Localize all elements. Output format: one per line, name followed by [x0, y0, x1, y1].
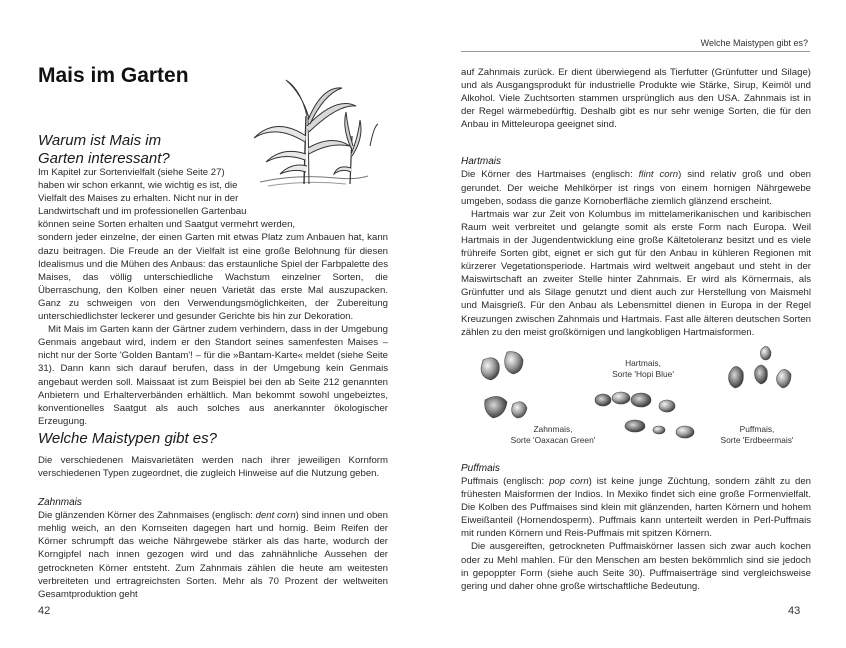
subheading-hartmais: Hartmais: [461, 156, 502, 168]
paragraph-zahnmais: Die glänzenden Körner des Zahnmaises (englisch: dent corn) sind innen und oben mehlig weich, an den Kornseiten dagegen hart und hornig. Beim Reifen der Körner schrumpft das weiche Nährgewebe stärker als das harte, wodurch der Korngipfel nach innen gezogen wird und das zahnähnliche Aussehen der getrockneten Körner entsteht. Zum Zahnmais zählen die heute am weitesten verbreiteten und ertragreichsten Sorten. Mehr als 70 Prozent der weltweiten Gesamtproduktion geht: [38, 510, 388, 600]
section-heading-maistypen: Welche Maistypen gibt es?: [38, 430, 217, 447]
running-header: Welche Maistypen gibt es?: [700, 38, 808, 48]
page-number-left: 42: [38, 605, 51, 617]
subheading-zahnmais: Zahnmais: [38, 497, 82, 509]
caption-hartmais: Hartmais, Sorte 'Hopi Blue': [612, 358, 674, 379]
page-title: Mais im Garten: [38, 64, 189, 87]
paragraph-zahnmais-cont: auf Zahnmais zurück. Er dient überwiegend als Tierfutter (Grünfutter und Silage) und als Ausgangsprodukt für industrielle Produkte wie Stärke, Sirup, Keimöl und Alkohol. Viele Zuchtsorten stammen ursprünglich aus den USA. Zahnmais ist in der Regel wärmebedürftig. Deshalb gibt es nur sehr wenige Sorten, die für den Anbau in Mitteleuropa geeignet sind.: [461, 67, 811, 131]
paragraph-vielfalt-rest: sondern jeder einzelne, der einen Garten mit etwas Platz zum Anbauen hat, kann dazu beitragen. Die Freude an der Vielfalt ist eine große Belohnung für diesen Idealismus und die Mühen des Anbaus: das erstaunliche Spiel der Farbpalette des Maises, das völlig unterschiedliche Wachstum einzelner Sorten, die Überraschung, den Kolben einer neuen Varietät das erste Mal auszupacken. Ganz zu schweigen von den Verwendungsmöglichkeiten, der Zubereitung unterschiedlichster leckerer und gesunder Gerichte bis hin zur Dekoration.: [38, 232, 388, 323]
paragraph-puffmais-1: Puffmais (englisch: pop corn) ist keine junge Züchtung, sondern zählt zu den frühesten Maisformen der Indios. In Mexiko findet sich eine große Formenvielfalt. Die Kolben des Puffmaises sind klein mit glänzenden, harten Körnern und hohem Eiweißanteil (Hornendosperm). Puffmais kann unterteilt werden in Perl-Puffmais mit runden Körnern und Reis-Puffmais mit spitzen Körnern.: [461, 476, 811, 540]
subheading-puffmais: Puffmais: [461, 463, 500, 474]
paragraph-hartmais-1: Die Körner des Hartmaises (englisch: flint corn) sind relativ groß und oben gerundet. Der weiche Mehlkörper ist rings von einem hornigen Nährgewebe umgeben, sodass die ganze Kornoberfläche ziemlich glänzend erscheint.: [461, 169, 811, 207]
page-number-right: 43: [788, 605, 801, 617]
caption-puffmais: Puffmais, Sorte 'Erdbeermais': [720, 424, 794, 445]
paragraph-puffmais-2: Die ausgereiften, getrockneten Puffmaiskörner lassen sich zwar auch kochen oder zu Mehl mahlen. Für den Menschen am besten bekömmlich sind sie jedoch in gepoppter Form (siehe auch Seite 30). Puffmaiserträge sind vergleichsweise gering und daher ohne große wirtschaftliche Bedeutung.: [461, 541, 811, 592]
puffmais-kernels: [729, 346, 791, 388]
paragraph-sortenvielfalt: Im Kapitel zur Sortenvielfalt (siehe Seite 27) haben wir schon erkannt, wie wichtig es ist, die Vielfalt des Maises zu erhalten. Nicht nur in der Landwirtschaft und im professionellen Gartenbau können seine Sorten erhalten und Saatgut vermehrt werden,: [38, 167, 296, 231]
header-rule: [461, 51, 810, 52]
caption-zahnmais: Zahnmais, Sorte 'Oaxacan Green': [510, 424, 596, 445]
paragraph-genmais: Mit Mais im Garten kann der Gärtner zudem verhindern, dass in der Umgebung Genmais angebaut wird, indem er den Standort seines samenfesten Maises – nicht nur der Sorte 'Golden Bantam'! – für die »Bantam-Karte« meldet (siehe Seite 31). Dann kann sich darauf berufen, dass in der Umgebung kein Genmais angebaut werden soll. Maissaat ist zum Beispiel bei den ab Seite 212 genannten Anbietern und Erhalterverbänden erhältlich. Man bekommt sowohl ungebeiztes, konventionelles Saatgut als auch solches aus anerkannter ökologischer Erzeugung.: [38, 324, 388, 427]
section-heading-warum: Warum ist Mais im Garten interessant?: [38, 132, 170, 167]
paragraph-maistypen-intro: Die verschiedenen Maisvarietäten werden nach ihrer jeweiligen Kornform verschiedenen Typen zugeordnet, die zugleich Hinweise auf die Nutzung geben.: [38, 455, 388, 480]
paragraph-hartmais-2: Hartmais war zur Zeit von Kolumbus im mittelamerikanischen und karibischen Raum weit verbreitet und gelangte somit als erste Form nach Europa. Weil Hartmais in der Jugendentwicklung eine große Kältetoleranz besitzt und es viele frühreife Sorten gibt, eignet er sich gut für den Anbau in kühleren Regionen mit kürzerer Vegetationsperiode. Hartmais wird weltweit angebaut und steht in der Maiswirtschaft an zweiter Stelle hinter Zahnmais. Er wird als Körnermais, als Grünfutter und als Silage genutzt und dient auch zur Herstellung von Maismehl und Maisgrieß. Für den Anbau als Lebensmittel dienen in Europa in der Regel Kreuzungen zwischen Zahnmais und Hartmais. Fast alle älteren deutschen Sorten zählen zu den meist großkörnigen und langkobligen Hartmaisformen.: [461, 208, 811, 338]
zahnmais-kernels: [481, 352, 527, 418]
right-page: [423, 0, 846, 648]
